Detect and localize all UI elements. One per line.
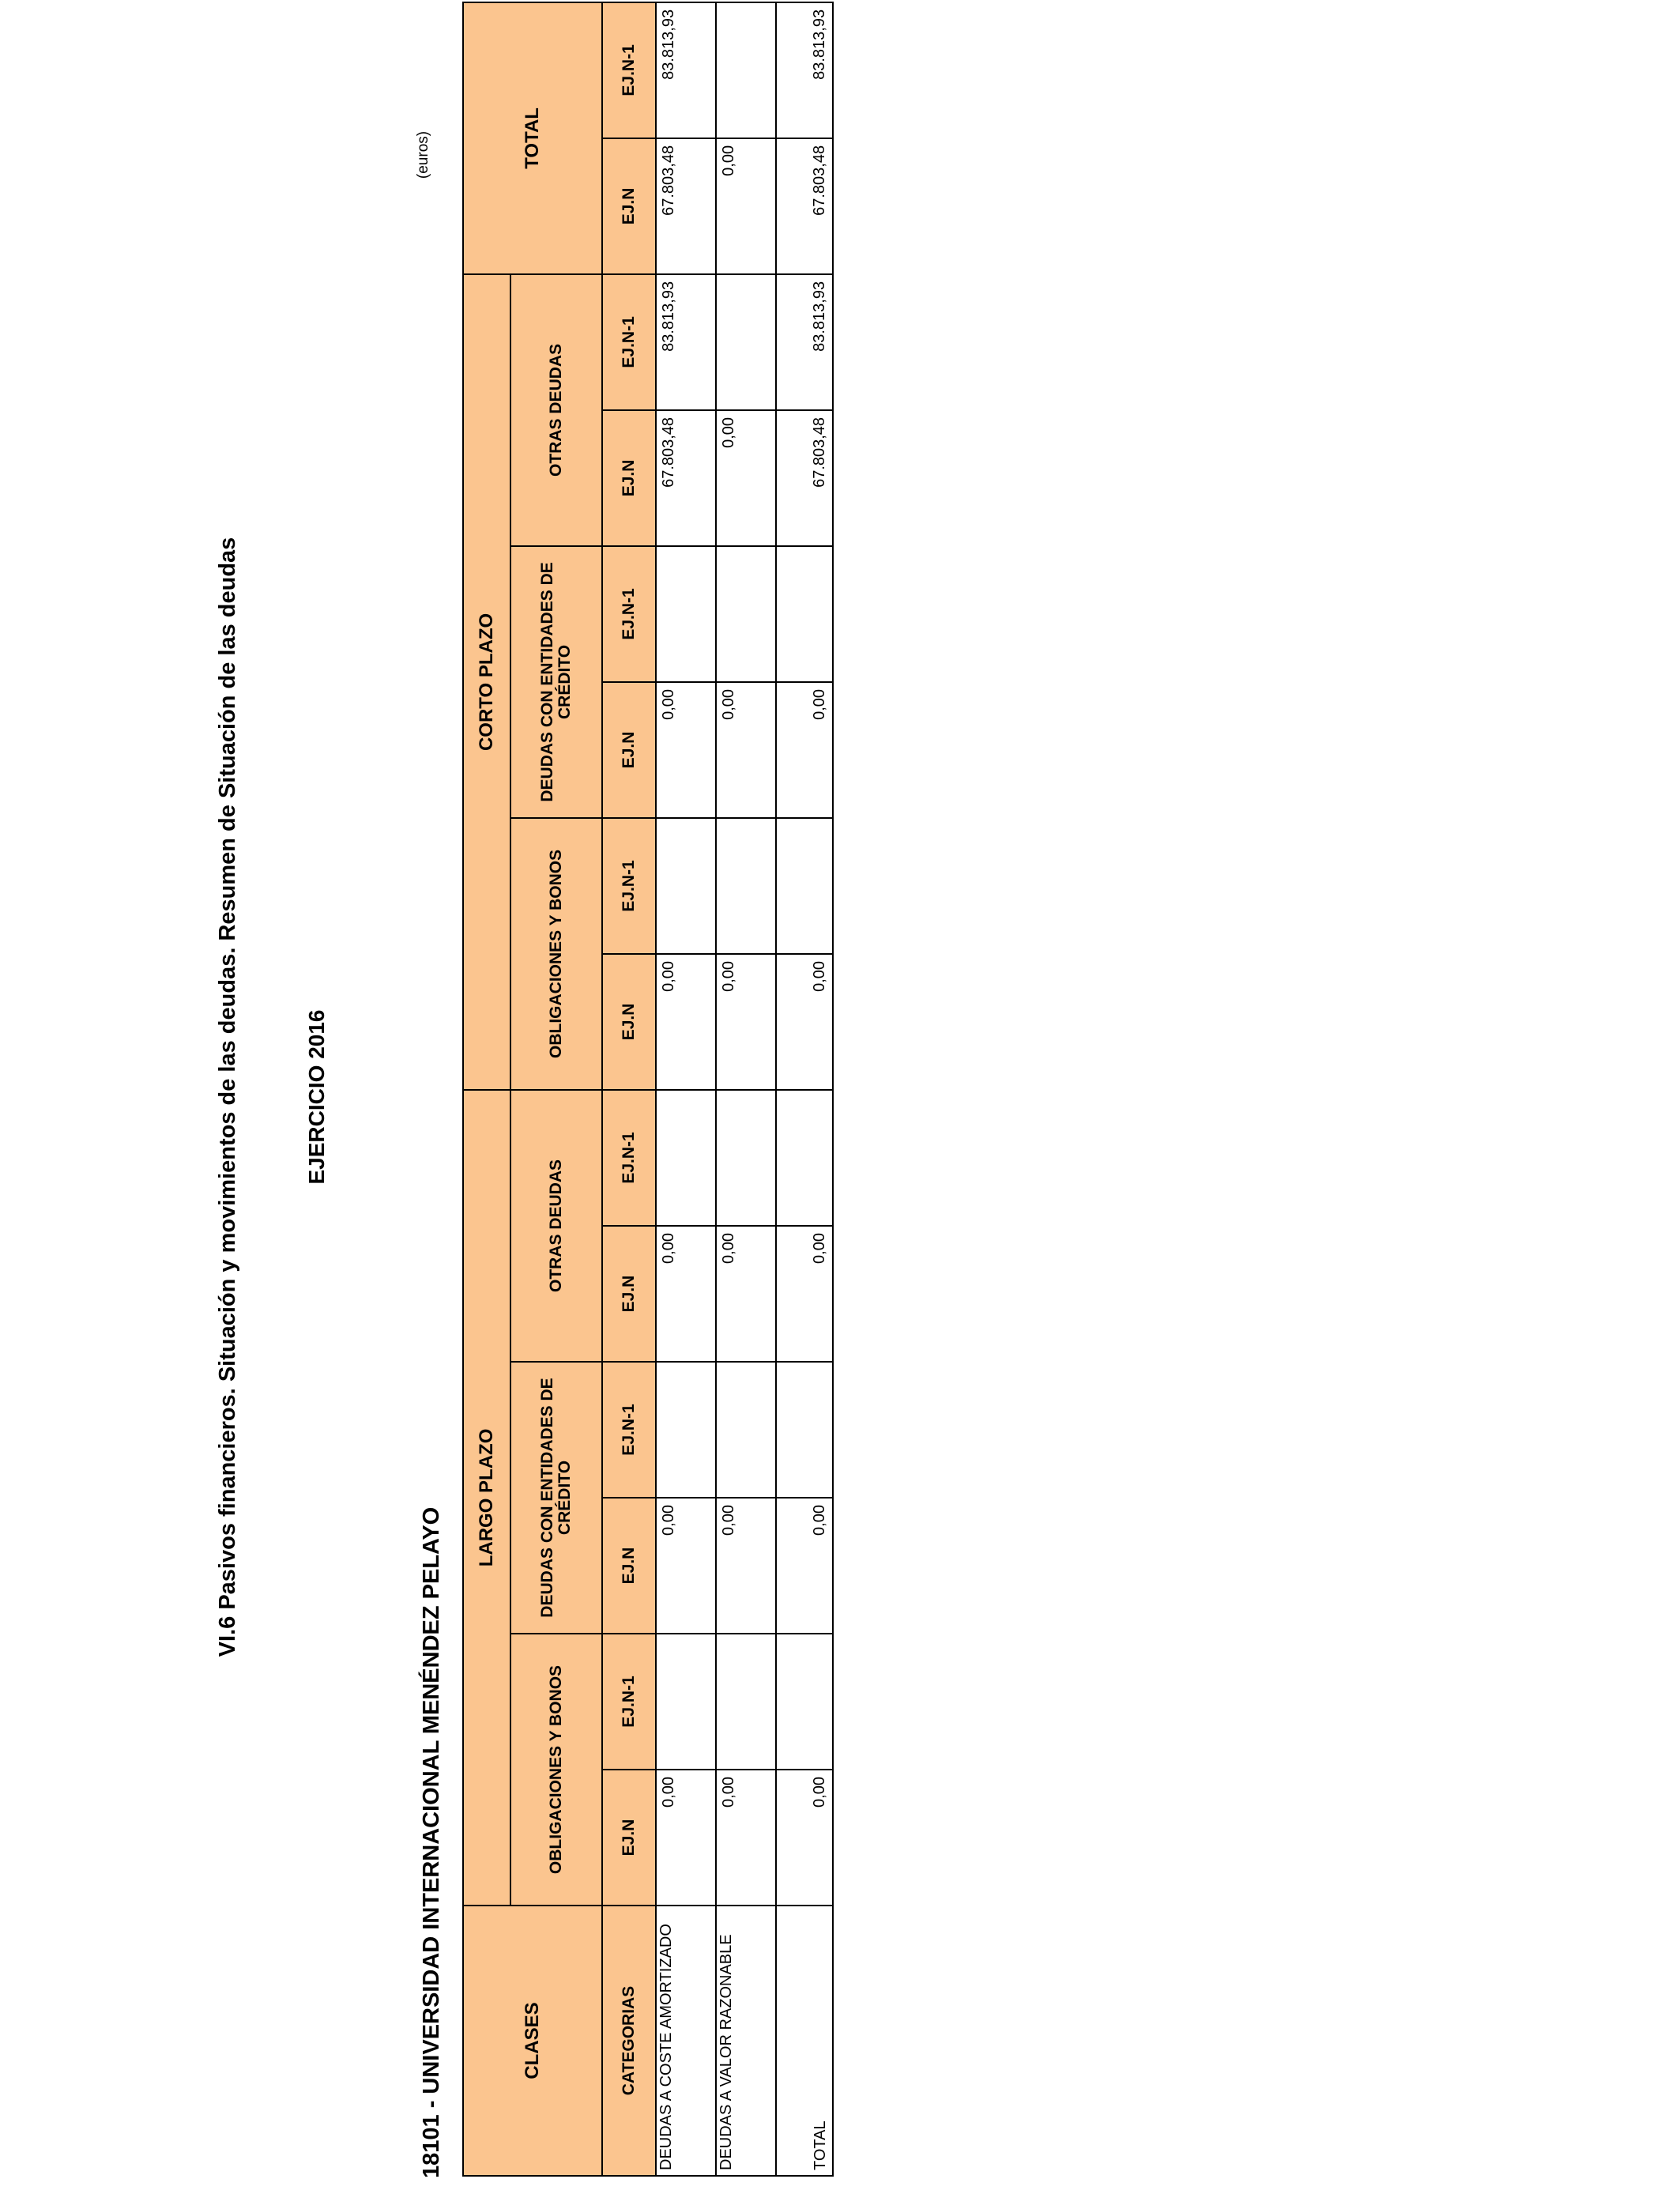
cell: 0,00 (776, 1498, 833, 1634)
cell: 83.813,93 (656, 274, 716, 410)
cell: 67.803,48 (776, 138, 833, 274)
header-ejn1: EJ.N-1 (602, 1090, 656, 1226)
cell (716, 1634, 776, 1770)
header-cp-otras: OTRAS DEUDAS (510, 274, 602, 546)
cell: 0,00 (716, 682, 776, 818)
cell (776, 546, 833, 682)
cell (716, 546, 776, 682)
table-row-total (776, 2, 833, 2176)
header-ejn: EJ.N (602, 954, 656, 1090)
header-ejn: EJ.N (602, 138, 656, 274)
header-largo-plazo: LARGO PLAZO (463, 1090, 510, 1906)
cell: 0,00 (776, 1770, 833, 1906)
cell (656, 1634, 716, 1770)
cell: 0,00 (656, 682, 716, 818)
header-lp-deudas-credito: DEUDAS CON ENTIDADES DE CRÉDITO (510, 1362, 602, 1634)
fiscal-year: EJERCICIO 2016 (304, 1009, 329, 1185)
cell (716, 274, 776, 410)
header-categorias: CATEGORIAS (602, 1906, 656, 2176)
cell: 0,00 (716, 1498, 776, 1634)
row-label: DEUDAS A COSTE AMORTIZADO (656, 1906, 716, 2176)
cell (716, 1090, 776, 1226)
header-ejn: EJ.N (602, 1498, 656, 1634)
header-total: TOTAL (463, 2, 602, 274)
cell: 83.813,93 (776, 274, 833, 410)
cell (776, 1634, 833, 1770)
cell (716, 2, 776, 138)
header-ejn1: EJ.N-1 (602, 274, 656, 410)
cell (656, 546, 716, 682)
cell: 0,00 (716, 954, 776, 1090)
header-lp-obligaciones: OBLIGACIONES Y BONOS (510, 1634, 602, 1906)
cell (776, 1090, 833, 1226)
cell: 0,00 (716, 1770, 776, 1906)
header-ejn1: EJ.N-1 (602, 546, 656, 682)
cell: 0,00 (776, 1226, 833, 1362)
header-clases: CLASES (463, 1906, 602, 2176)
cell (656, 1090, 716, 1226)
cell (776, 818, 833, 954)
cell (776, 1362, 833, 1498)
cell (716, 818, 776, 954)
debts-summary-table (462, 2, 834, 2177)
cell: 0,00 (716, 1226, 776, 1362)
header-ejn: EJ.N (602, 410, 656, 546)
header-ejn1: EJ.N-1 (602, 818, 656, 954)
entity-name: 18101 - UNIVERSIDAD INTERNACIONAL MENÉNDEZ PELAYO (419, 1506, 444, 2178)
header-ejn: EJ.N (602, 1770, 656, 1906)
cell: 67.803,48 (776, 410, 833, 546)
cell: 67.803,48 (656, 138, 716, 274)
cell: 83.813,93 (656, 2, 716, 138)
cell: 0,00 (656, 1498, 716, 1634)
cell: 0,00 (656, 1770, 716, 1906)
header-ejn: EJ.N (602, 1226, 656, 1362)
cell: 0,00 (776, 682, 833, 818)
cell: 0,00 (776, 954, 833, 1090)
header-ejn: EJ.N (602, 682, 656, 818)
table-row (716, 2, 776, 2176)
header-ejn1: EJ.N-1 (602, 2, 656, 138)
cell: 0,00 (716, 410, 776, 546)
cell: 0,00 (716, 138, 776, 274)
header-ejn1: EJ.N-1 (602, 1362, 656, 1498)
row-label: DEUDAS A VALOR RAZONABLE (716, 1906, 776, 2176)
cell: 0,00 (656, 1226, 716, 1362)
header-cp-deudas-credito: DEUDAS CON ENTIDADES DE CRÉDITO (510, 546, 602, 818)
header-corto-plazo: CORTO PLAZO (463, 274, 510, 1090)
cell (656, 1362, 716, 1498)
header-lp-otras: OTRAS DEUDAS (510, 1090, 602, 1362)
row-label: TOTAL (776, 1906, 833, 2176)
header-ejn1: EJ.N-1 (602, 1634, 656, 1770)
currency-unit: (euros) (415, 130, 431, 179)
cell: 67.803,48 (656, 410, 716, 546)
cell: 0,00 (656, 954, 716, 1090)
cell: 83.813,93 (776, 2, 833, 138)
cell (656, 818, 716, 954)
cell (716, 1362, 776, 1498)
header-cp-obligaciones: OBLIGACIONES Y BONOS (510, 818, 602, 1090)
page-title: VI.6 Pasivos financieros. Situación y movimientos de las deudas. Resumen de Situación de las deudas (215, 537, 240, 1657)
table-row (656, 2, 716, 2176)
